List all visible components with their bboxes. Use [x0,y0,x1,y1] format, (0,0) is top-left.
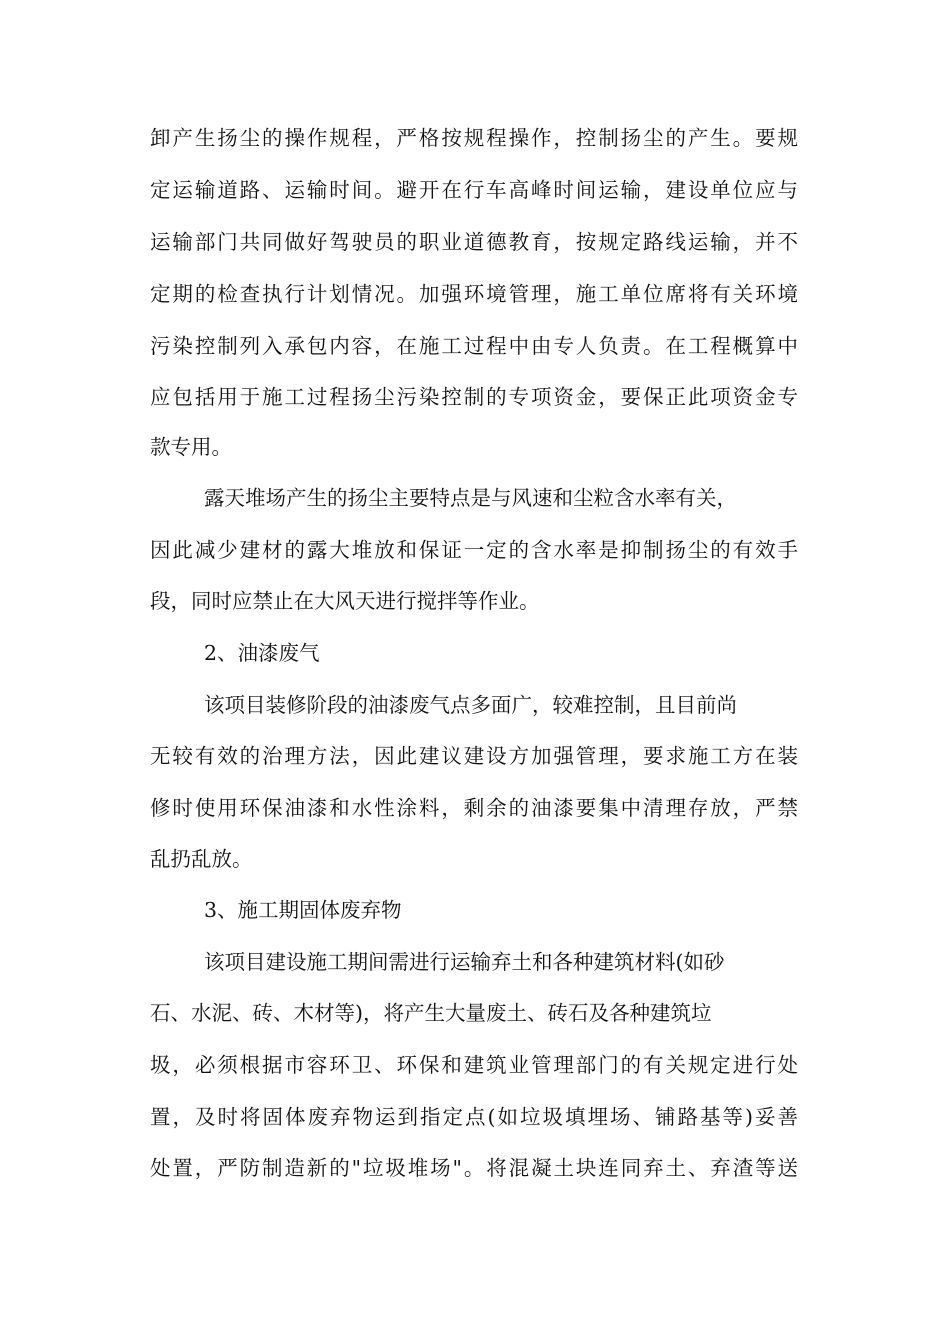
section-heading: 2、油漆废气 [204,641,320,665]
section-heading: 3、施工期固体废弃物 [204,898,402,922]
text-line: 定期的检查执行计划情况。加强环境管理，施工单位席将有关环境 [150,282,798,306]
text-line: 卸产生扬尘的操作规程，严格按规程操作，控制扬尘的产生。要规 [150,126,798,150]
paragraph-first-line: 该项目建设施工期间需进行运输弃土和各种建筑材料(如砂 [204,950,725,974]
text-line: 污染控制列入承包内容，在施工过程中由专人负责。在工程概算中 [150,334,798,358]
text-line: 乱扔乱放。 [150,847,253,871]
text-line: 运输部门共同做好驾驶员的职业道德教育，按规定路线运输，并不 [150,230,798,254]
text-line: 圾，必须根据市容环卫、环保和建筑业管理部门的有关规定进行处 [150,1053,798,1077]
text-line: 定运输道路、运输时间。避开在行车高峰时间运输，建设单位应与 [150,178,798,202]
paragraph-first-line: 露天堆场产生的扬尘主要特点是与风速和尘粒含水率有关， [204,486,737,510]
text-line: 款专用。 [150,435,232,459]
paragraph-first-line: 该项目装修阶段的油漆废气点多面广，较难控制，且目前尚 [204,693,737,717]
text-line: 无较有效的治理方法，因此建议建设方加强管理，要求施工方在装 [150,744,798,768]
text-line: 应包括用于施工过程扬尘污染控制的专项资金，要保正此项资金专 [150,385,798,409]
text-line: 因此减少建材的露大堆放和保证一定的含水率是抑制扬尘的有效手 [150,538,798,562]
text-line: 修时使用环保油漆和水性涂料，剩余的油漆要集中清理存放，严禁 [150,796,798,820]
text-line: 处置，严防制造新的"垃圾堆场"。将混凝土块连同弃土、弃渣等送 [150,1156,798,1180]
text-line: 段，同时应禁止在大风天进行搅拌等作业。 [150,589,540,613]
text-line: 石、水泥、砖、木材等)，将产生大量废土、砖石及各种建筑垃 [150,1001,712,1025]
text-line: 置，及时将固体废弃物运到指定点(如垃圾填埋场、铺路基等)妥善 [150,1105,798,1129]
